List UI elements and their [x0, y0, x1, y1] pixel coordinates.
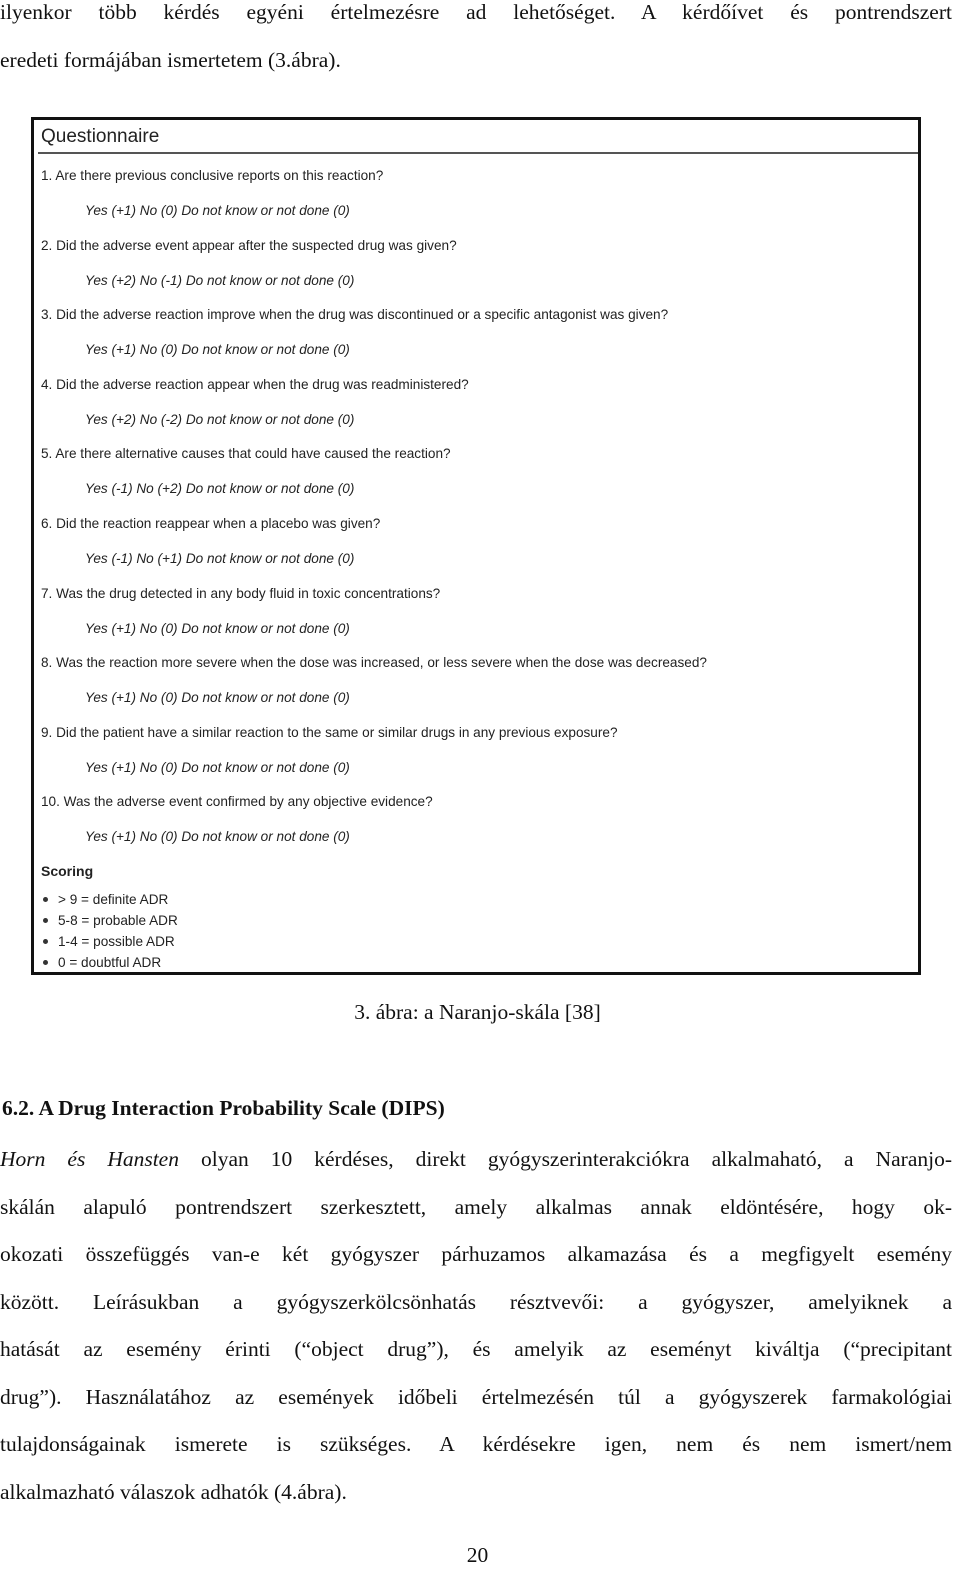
dips-paragraph [0, 1136, 952, 1516]
body-line: tulajdonságainak ismerete is szükséges. A kérdésekre igen, nem és nem ismert/nem [0, 1432, 952, 1456]
bullet-icon [43, 960, 48, 965]
bullet-icon [43, 939, 48, 944]
answer-options-10: Yes (+1) No (0) Do not know or not done (0) [85, 829, 350, 845]
answer-options-5: Yes (-1) No (+2) Do not know or not done (0) [85, 481, 355, 497]
body-line: hatását az esemény érinti (“object drug”), és amelyik az eseményt kiváltja (“precipitant [0, 1337, 952, 1361]
answer-options-2: Yes (+2) No (-1) Do not know or not done (0) [85, 272, 355, 288]
body-line: drug”). Használatához az események időbeli értelmezésén túl a gyógyszerek farmakológiai [0, 1384, 952, 1409]
scoring-item: > 9 = definite ADR [41, 889, 178, 910]
page-number: 20 [466, 1543, 489, 1567]
bullet-icon [43, 918, 48, 923]
question-7: 7. Was the drug detected in any body fluid in toxic concentrations? [41, 585, 441, 601]
answer-options-1: Yes (+1) No (0) Do not know or not done (0) [85, 203, 350, 218]
scoring-item: 0 = doubtful ADR [41, 952, 178, 973]
question-4: 4. Did the adverse reaction appear when the drug was readministered? [41, 376, 469, 392]
answer-options-3: Yes (+1) No (0) Do not know or not done (0) [85, 342, 350, 358]
scoring-item: 1-4 = possible ADR [41, 931, 178, 952]
intro-line: eredeti formájában ismertetem (3.ábra). [0, 47, 341, 72]
title-divider [38, 152, 918, 154]
question-6: 6. Did the reaction reappear when a placebo was given? [41, 516, 381, 531]
section-heading: 6.2. A Drug Interaction Probability Scale (DIPS) [2, 1096, 445, 1120]
question-3: 3. Did the adverse reaction improve when the drug was discontinued or a specific antagonist was given? [41, 307, 669, 323]
scoring-title: Scoring [41, 863, 94, 879]
answer-options-9: Yes (+1) No (0) Do not know or not done (0) [85, 759, 350, 775]
questionnaire-title: Questionnaire [41, 126, 160, 147]
question-9: 9. Did the patient have a similar reaction to the same or similar drugs in any previous exposure? [41, 724, 618, 740]
body-line: alkalmazható válaszok adhatók (4.ábra). [0, 1479, 347, 1504]
figure-caption: 3. ábra: a Naranjo-skála [38] [354, 1000, 601, 1024]
question-10: 10. Was the adverse event confirmed by any objective evidence? [41, 794, 433, 810]
question-5: 5. Are there alternative causes that could have caused the reaction? [41, 446, 451, 462]
scoring-item: 5-8 = probable ADR [41, 910, 178, 931]
body-line: Horn és Hansten olyan 10 kérdéses, direkt gyógyszerinterakciókra alkalmaható, a Naranjo- [0, 1147, 952, 1171]
body-line: között. Leírásukban a gyógyszerkölcsönhatás résztvevői: a gyógyszer, amelyiknek a [0, 1289, 952, 1314]
intro-paragraph [0, 0, 952, 84]
naranjo-questionnaire-figure [31, 117, 921, 975]
question-8: 8. Was the reaction more severe when the dose was increased, or less severe when the dose was decreased? [41, 655, 707, 671]
body-line: skálán alapuló pontrendszert szerkesztett, amely alkalmas annak eldöntésére, hogy ok- [0, 1194, 952, 1219]
question-1: 1. Are there previous conclusive reports on this reaction? [41, 168, 384, 183]
authors: Horn és Hansten [0, 1147, 179, 1171]
bullet-icon [43, 897, 48, 902]
answer-options-6: Yes (-1) No (+1) Do not know or not done (0) [85, 551, 355, 566]
answer-options-7: Yes (+1) No (0) Do not know or not done (0) [85, 620, 350, 636]
answer-options-8: Yes (+1) No (0) Do not know or not done (0) [85, 690, 350, 706]
body-line: okozati összefüggés van-e két gyógyszer párhuzamos alkamazása és a megfigyelt esemény [0, 1242, 952, 1266]
question-2: 2. Did the adverse event appear after the suspected drug was given? [41, 237, 457, 253]
intro-line: ilyenkor több kérdés egyéni értelmezésre ad lehetőséget. A kérdőívet és pontrendszert [0, 0, 952, 24]
scoring-list [41, 889, 178, 973]
answer-options-4: Yes (+2) No (-2) Do not know or not done (0) [85, 411, 355, 427]
